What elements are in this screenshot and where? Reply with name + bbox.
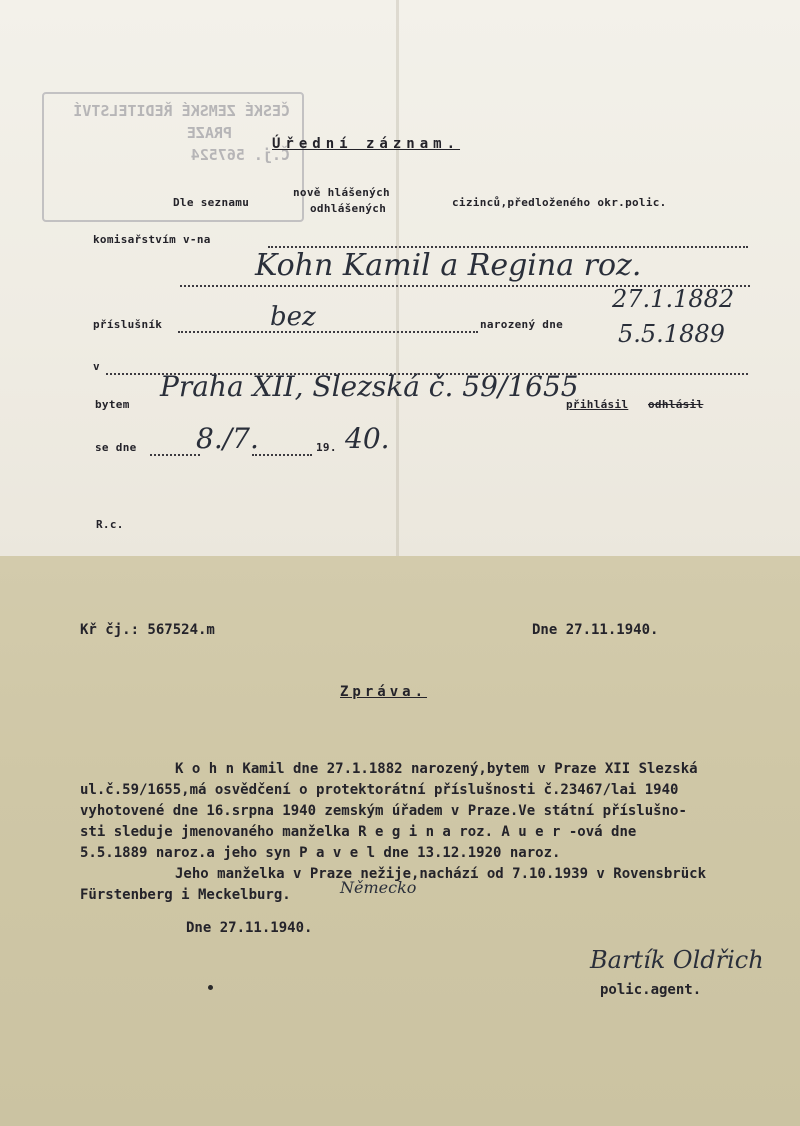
deregistered-label: odhlásil: [648, 398, 704, 411]
since-year-label: 19.: [316, 441, 337, 454]
stamp-line-2: PRAZE: [186, 124, 232, 142]
report-title: Zpráva.: [340, 684, 428, 700]
report-date-top: Dne 27.11.1940.: [532, 622, 659, 638]
born-date-1: 27.1.1882: [612, 285, 735, 313]
registered-label: přihlásil: [566, 398, 629, 411]
since-line-b: [252, 454, 312, 456]
intro-rest: cizinců,předloženého okr.polic.: [452, 196, 667, 209]
since-line-a: [150, 454, 200, 456]
residence-handwritten: Praha XII, Slezská č. 59/1655: [160, 370, 579, 403]
nationality-line: [178, 331, 478, 333]
report-line-5: 5.5.1889 naroz.a jeho syn P a v e l dne 13.12.1920 naroz.: [80, 845, 561, 861]
report-sheet: [0, 556, 800, 1126]
nationality-handwritten: bez: [270, 302, 316, 332]
since-label: se dne: [95, 441, 137, 454]
report-line-4: sti sleduje jmenovaného manželka R e g i n a roz. A u e r -ová dne: [80, 824, 637, 840]
report-line-6: Jeho manželka v Praze nežije,nachází od 7.10.1939 v Rovensbrück: [175, 866, 707, 882]
intro-label: Dle seznamu: [173, 196, 250, 209]
since-year-handwritten: 40.: [345, 422, 390, 455]
record-title: Úřední záznam.: [272, 136, 461, 152]
residence-label: bytem: [95, 398, 130, 411]
signature: Bartík Oldřich: [590, 946, 764, 974]
place-label: v: [93, 360, 100, 373]
since-date-handwritten: 8./7.: [196, 422, 259, 455]
intro-option-removed: odhlášených: [310, 202, 387, 215]
born-date-2: 5.5.1889: [618, 320, 725, 348]
report-line-2: ul.č.59/1655,má osvědčení o protektorátní příslušnosti č.23467/lai 1940: [80, 782, 679, 798]
report-reference: Kř čj.: 567524.m: [80, 622, 215, 638]
report-line-1: K o h n Kamil dne 27.1.1882 narozený,bytem v Praze XII Slezská: [175, 761, 698, 777]
report-line-3: vyhotovené dne 16.srpna 1940 zemským úřadem v Praze.Ve státní příslušno-: [80, 803, 687, 819]
stamp-line-3: Č.j. 567524: [190, 146, 290, 164]
ink-dot: [208, 985, 213, 990]
ro-label: R.c.: [96, 518, 124, 531]
stamp-line-1: ČESKÉ ZEMSKÉ ŘEDITELSTVÍ: [73, 102, 290, 120]
intro-option-new: nově hlášených: [293, 186, 390, 199]
handwritten-note: Německo: [340, 878, 417, 897]
report-line-7: Fürstenberg i Meckelburg.: [80, 887, 291, 903]
born-label: narozený dne: [480, 318, 564, 331]
name-handwritten: Kohn Kamil a Regina roz.: [255, 248, 642, 283]
signatory-role: polic.agent.: [600, 982, 702, 998]
nationality-label: příslušník: [93, 318, 163, 331]
commissariat-label: komisařstvím v-na: [93, 233, 211, 246]
report-date-bottom: Dne 27.11.1940.: [186, 920, 313, 936]
